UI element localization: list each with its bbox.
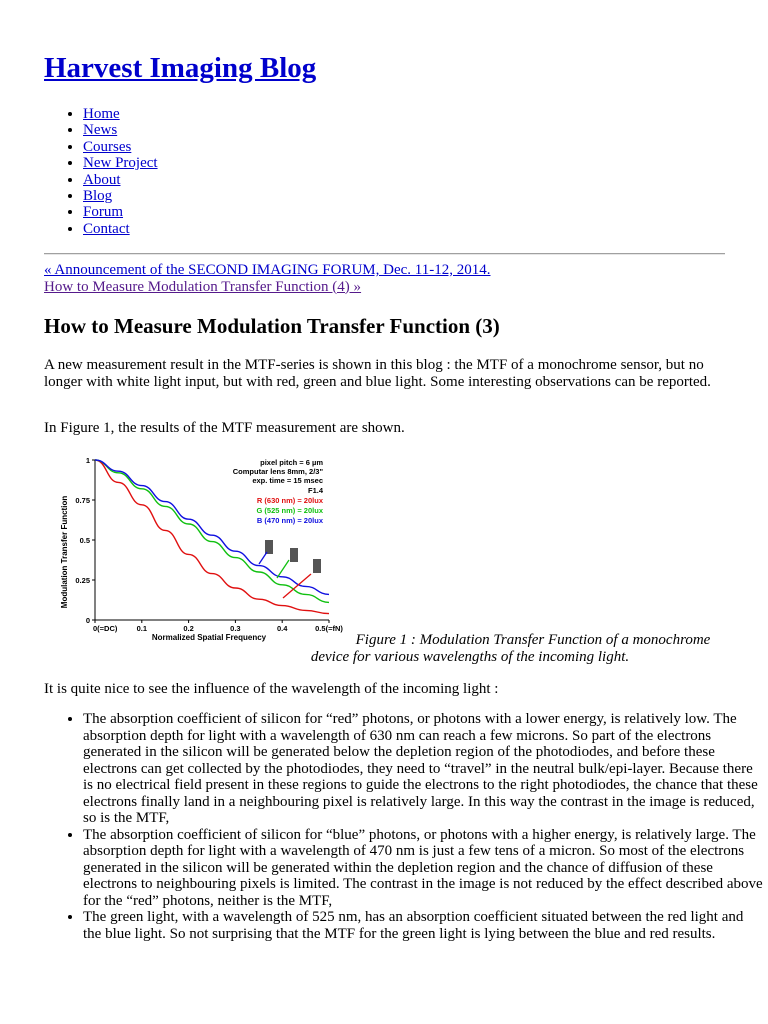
legend-blue: B (470 nm) = 20lux xyxy=(256,516,323,525)
y-tick-label: 0 xyxy=(85,616,90,625)
y-tick-label: 0.25 xyxy=(75,576,90,585)
nav-item-news xyxy=(83,122,158,138)
nav-item-about xyxy=(83,172,158,188)
y-tick-label: 1 xyxy=(85,456,90,465)
x-tick-label: 0.4 xyxy=(276,624,288,633)
y-tick-label: 0.5 xyxy=(79,536,90,545)
nav-link-news[interactable]: News xyxy=(83,122,118,139)
observation-red: • The absorption coefficient of silicon for “red” photons, or photons with a lower energy, is relatively low. The absorption depth for light with a wavelength of 630 nm can reach a few microns. So part of the electrons generated in the silicon will be generated below the depletion region of the photodiodes, and before these electrons can get collected by the photodiodes, they need to “travel” in the neutral bulk/epi-layer. Because there is no electrical field present in these regions to guide the electrons to the right photodiodes, the chance that these electrons finally land in a neighbouring pixel is relatively large. In this way the contrast in the image is reduced, so is the MTF, xyxy=(83,711,763,827)
site-title xyxy=(44,52,316,85)
nav-link-new-project[interactable]: New Project xyxy=(83,155,158,172)
nav-link-forum[interactable]: Forum xyxy=(83,204,124,221)
info-f-number: F1.4 xyxy=(307,486,323,495)
x-tick-label: 0.2 xyxy=(183,624,194,633)
x-tick-label: 0.3 xyxy=(230,624,241,633)
observation-green: • The green light, with a wavelength of 525 nm, has an absorption coefficient situated between the red light and the blue light. So not surprising that the MTF for the green light is lying between the blue and red results. xyxy=(83,909,763,942)
x-tick-label: 0.1 xyxy=(136,624,148,633)
observations-list xyxy=(44,711,763,942)
post-navigation xyxy=(44,262,490,295)
nav-link-about[interactable]: About xyxy=(83,171,121,188)
previous-post-link[interactable]: « Announcement of the SECOND IMAGING FORUM, Dec. 11-12, 2014. xyxy=(44,262,491,278)
thumbnail-red xyxy=(313,559,321,573)
nav-link-home[interactable]: Home xyxy=(83,106,120,122)
divider xyxy=(44,253,725,255)
info-exposure: exp. time = 15 msec xyxy=(252,476,323,485)
y-axis-label: Modulation Transfer Function xyxy=(60,495,69,609)
y-tick-label: 0.75 xyxy=(75,496,90,505)
nav-link-courses[interactable]: Courses xyxy=(83,138,132,155)
x-tick-label: 0.5(=fN) xyxy=(315,624,343,633)
nav-item-forum xyxy=(83,204,158,220)
post-title: How to Measure Modulation Transfer Function (3) xyxy=(44,314,500,338)
observation-blue: • The absorption coefficient of silicon for “blue” photons, or photons with a higher energy, is relatively large. The absorption depth for light with a wavelength of 470 nm is just a few tens of a micron. So most of the electrons generated in the silicon will be generated within the depletion region and the chance of diffusion of these electrons to neighbouring pixels is limited. The contrast in the image is not reduced by the effect described above for the “red” photons, neither is the MTF, xyxy=(83,827,763,910)
nav-item-blog xyxy=(83,188,158,204)
x-axis-label: Normalized Spatial Frequency xyxy=(151,633,267,642)
intro-paragraph: A new measurement result in the MTF-series is shown in this blog : the MTF of a monochrome sensor, but no longer with white light input, but with red, green and blue light. Some interesting observations can be reported. xyxy=(44,357,711,390)
x-tick-label: 0(=DC) xyxy=(93,624,118,633)
nav-link-blog[interactable]: Blog xyxy=(83,188,113,205)
info-pixel-pitch: pixel pitch = 6 µm xyxy=(260,458,323,467)
next-post-link[interactable]: How to Measure Modulation Transfer Function (4) » xyxy=(44,278,362,295)
main-nav xyxy=(44,106,158,237)
nav-item-new-project xyxy=(83,155,158,171)
site-title-link[interactable]: Harvest Imaging Blog xyxy=(44,52,317,84)
figure-intro-paragraph: In Figure 1, the results of the MTF measurement are shown. xyxy=(44,420,405,436)
lead-paragraph: It is quite nice to see the influence of the wavelength of the incoming light : xyxy=(44,681,499,697)
legend-red: R (630 nm) = 20lux xyxy=(256,496,323,505)
nav-link-contact[interactable]: Contact xyxy=(83,220,130,237)
info-lens: Computar lens 8mm, 2/3" xyxy=(232,467,323,476)
nav-item-courses xyxy=(83,139,158,155)
mtf-chart xyxy=(57,452,343,642)
thumbnail-blue xyxy=(265,540,273,554)
nav-item-home xyxy=(83,106,158,122)
nav-item-contact xyxy=(83,221,158,237)
thumbnail-green xyxy=(290,548,298,562)
legend-green: G (525 nm) = 20lux xyxy=(256,506,323,515)
figure-caption: Figure 1 : Modulation Transfer Function of a monochrome device for various wavelengths of the incoming light. xyxy=(310,632,711,665)
